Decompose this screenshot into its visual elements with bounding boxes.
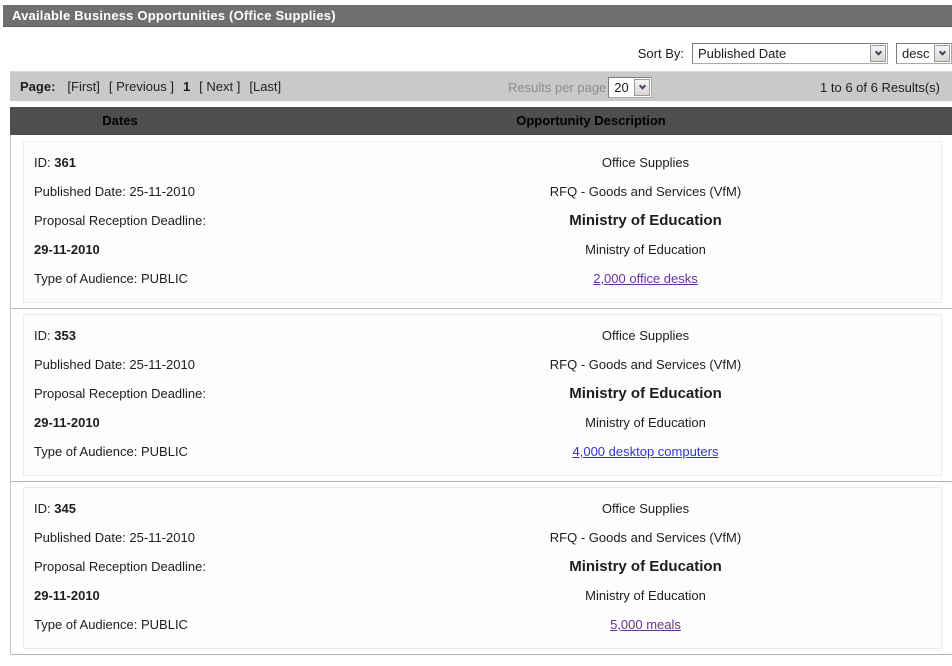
audience-label: Type of Audience: xyxy=(34,617,138,632)
id-label: ID: xyxy=(34,501,51,516)
dates-column-header: Dates xyxy=(102,113,138,128)
id-label: ID: xyxy=(34,155,51,170)
audience-label: Type of Audience: xyxy=(34,444,138,459)
opportunity-row xyxy=(23,141,942,303)
organization-bold: Ministry of Education xyxy=(569,558,722,575)
deadline-label: Proposal Reception Deadline: xyxy=(34,386,206,401)
organization: Ministry of Education xyxy=(585,415,706,430)
chevron-down-icon xyxy=(634,79,650,96)
opportunity-description-cell xyxy=(232,148,941,293)
published-date-value: 25-11-2010 xyxy=(129,530,195,545)
audience-label: Type of Audience: xyxy=(34,271,138,286)
chevron-down-icon xyxy=(934,45,950,62)
published-date-label: Published Date: xyxy=(34,357,126,372)
published-date-value: 25-11-2010 xyxy=(129,184,195,199)
sort-direction-value: desc xyxy=(902,45,930,61)
opportunity-row xyxy=(23,487,942,649)
table-header xyxy=(10,107,952,135)
deadline-label: Proposal Reception Deadline: xyxy=(34,559,206,574)
organization-bold: Ministry of Education xyxy=(569,385,722,402)
results-per-page-label: Results per page xyxy=(508,79,607,95)
opportunity-description-cell xyxy=(232,321,941,466)
published-date-label: Published Date: xyxy=(34,530,126,545)
organization: Ministry of Education xyxy=(585,242,706,257)
opportunity-row xyxy=(23,314,942,476)
sort-direction-select[interactable] xyxy=(896,43,952,64)
procurement-type: RFQ - Goods and Services (VfM) xyxy=(549,357,742,372)
audience-value: PUBLIC xyxy=(140,444,188,459)
previous-page-button[interactable]: [ Previous ] xyxy=(108,79,174,94)
opportunity-dates-cell xyxy=(24,494,232,639)
audience-value: PUBLIC xyxy=(140,271,188,286)
organization: Ministry of Education xyxy=(585,588,706,603)
next-page-button[interactable]: [ Next ] xyxy=(199,79,241,94)
sort-field-select[interactable] xyxy=(692,43,888,64)
first-page-button[interactable]: [First] xyxy=(67,79,100,94)
results-per-page-value: 20 xyxy=(614,79,629,95)
sort-bar xyxy=(0,42,952,64)
published-date-label: Published Date: xyxy=(34,184,126,199)
sort-by-label: Sort By: xyxy=(637,45,684,61)
opportunity-dates-cell xyxy=(24,321,232,466)
opportunity-description-cell xyxy=(232,494,941,639)
category: Office Supplies xyxy=(601,328,690,343)
chevron-down-icon xyxy=(870,45,886,62)
id-value: 361 xyxy=(54,155,76,170)
procurement-type: RFQ - Goods and Services (VfM) xyxy=(549,184,742,199)
sort-field-value: Published Date xyxy=(698,45,787,61)
deadline-value: 29-11-2010 xyxy=(34,415,100,430)
deadline-label: Proposal Reception Deadline: xyxy=(34,213,206,228)
deadline-value: 29-11-2010 xyxy=(34,242,100,257)
results-per-page-select[interactable] xyxy=(608,77,652,98)
organization-bold: Ministry of Education xyxy=(569,212,722,229)
results-per-page xyxy=(508,72,652,102)
description-column-header: Opportunity Description xyxy=(516,113,666,128)
id-value: 345 xyxy=(54,501,76,516)
id-label: ID: xyxy=(34,328,51,343)
published-date-value: 25-11-2010 xyxy=(129,357,195,372)
category: Office Supplies xyxy=(601,155,690,170)
row-separator xyxy=(11,308,952,309)
last-page-button[interactable]: [Last] xyxy=(249,79,282,94)
results-summary: 1 to 6 of 6 Results(s) xyxy=(820,79,940,95)
procurement-type: RFQ - Goods and Services (VfM) xyxy=(549,530,742,545)
row-separator xyxy=(11,481,952,482)
audience-value: PUBLIC xyxy=(140,617,188,632)
page-title: Available Business Opportunities (Office Supplies) xyxy=(3,5,952,27)
category: Office Supplies xyxy=(601,501,690,516)
opportunity-link[interactable]: 5,000 meals xyxy=(610,617,681,632)
current-page-indicator: 1 xyxy=(182,79,191,94)
row-separator xyxy=(11,654,952,655)
pagination-bar xyxy=(10,71,952,101)
opportunity-dates-cell xyxy=(24,148,232,293)
opportunity-list xyxy=(10,135,952,655)
opportunity-link[interactable]: 2,000 office desks xyxy=(593,271,698,286)
deadline-value: 29-11-2010 xyxy=(34,588,100,603)
pagination-controls xyxy=(10,79,290,94)
id-value: 353 xyxy=(54,328,76,343)
opportunity-link[interactable]: 4,000 desktop computers xyxy=(572,444,719,459)
page-label: Page: xyxy=(20,79,56,94)
